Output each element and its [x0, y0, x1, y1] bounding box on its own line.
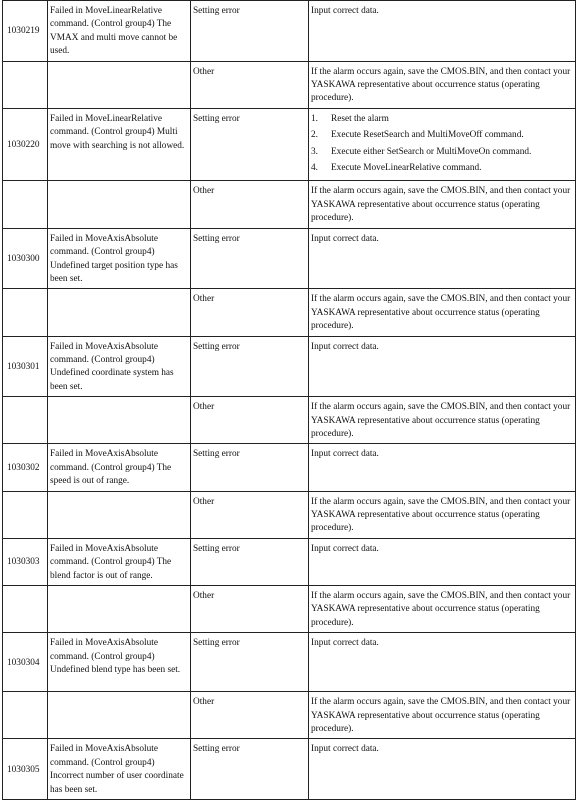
- empty-cell: [3, 181, 48, 228]
- empty-cell: [48, 692, 191, 739]
- alarm-other-row: [3, 586, 576, 633]
- alarm-other-remedy: If the alarm occurs again, save the CMOS.BIN, and then contact your YASKAWA representative about occurrence status (operating procedure).: [309, 289, 576, 336]
- alarm-code: 1030300: [3, 228, 48, 289]
- alarm-row-1030302: [3, 444, 576, 491]
- alarm-code: 1030302: [3, 444, 48, 491]
- step-number: 3.: [311, 146, 318, 157]
- empty-cell: [3, 491, 48, 538]
- alarm-cause: Setting error: [191, 739, 309, 800]
- alarm-cause: Setting error: [191, 633, 309, 692]
- alarm-code: 1030305: [3, 739, 48, 800]
- alarm-other-remedy: If the alarm occurs again, save the CMOS.BIN, and then contact your YASKAWA representative about occurrence status (operating procedure).: [309, 181, 576, 228]
- alarm-row-1030300: [3, 228, 576, 289]
- step-text: Execute MoveLinearRelative command.: [331, 163, 482, 174]
- alarm-row-1030303: [3, 538, 576, 585]
- alarm-description: Failed in MoveAxisAbsolute command. (Control group4) The blend factor is out of range.: [48, 538, 191, 585]
- alarm-description: Failed in MoveAxisAbsolute command. (Control group4) Undefined coordinate system has been set.: [48, 336, 191, 397]
- alarm-cause: Setting error: [191, 108, 309, 181]
- alarm-other-row: [3, 289, 576, 336]
- alarm-description: Failed in MoveAxisAbsolute command. (Control group4) Undefined blend type has been set.: [48, 633, 191, 692]
- empty-cell: [48, 397, 191, 444]
- alarm-other-remedy: If the alarm occurs again, save the CMOS.BIN, and then contact your YASKAWA representative about occurrence status (operating procedure).: [309, 491, 576, 538]
- empty-cell: [48, 586, 191, 633]
- alarm-code: 1030219: [3, 1, 48, 62]
- empty-cell: [3, 61, 48, 108]
- empty-cell: [48, 181, 191, 228]
- alarm-other-cause: Other: [191, 692, 309, 739]
- alarm-other-cause: Other: [191, 289, 309, 336]
- alarm-other-row: [3, 692, 576, 739]
- alarm-code: 1030303: [3, 538, 48, 585]
- alarm-description: Failed in MoveAxisAbsolute command. (Control group4) Incorrect number of user coordinate has been set.: [48, 739, 191, 800]
- alarm-row-1030304: [3, 633, 576, 692]
- empty-cell: [48, 491, 191, 538]
- alarm-description: Failed in MoveAxisAbsolute command. (Control group4) The speed is out of range.: [48, 444, 191, 491]
- alarm-remedy: Input correct data.: [309, 1, 576, 62]
- alarm-other-cause: Other: [191, 181, 309, 228]
- alarm-other-cause: Other: [191, 491, 309, 538]
- alarm-remedy-steps: [309, 108, 576, 181]
- alarm-remedy: Input correct data.: [309, 739, 576, 800]
- alarm-cause: Setting error: [191, 444, 309, 491]
- step-text: Reset the alarm: [331, 113, 389, 124]
- alarm-cause: Setting error: [191, 228, 309, 289]
- remedy-steps-list: [311, 113, 572, 176]
- alarm-remedy: Input correct data.: [309, 538, 576, 585]
- alarm-other-cause: Other: [191, 397, 309, 444]
- alarm-row-1030220: [3, 108, 576, 181]
- alarm-other-row: [3, 397, 576, 444]
- alarm-remedy: Input correct data.: [309, 336, 576, 397]
- remedy-step: [311, 146, 572, 159]
- alarm-code: 1030220: [3, 108, 48, 181]
- remedy-step: [311, 129, 572, 142]
- empty-cell: [48, 289, 191, 336]
- alarm-cause: Setting error: [191, 336, 309, 397]
- alarm-other-row: [3, 61, 576, 108]
- alarm-other-row: [3, 491, 576, 538]
- alarm-description: Failed in MoveLinearRelative command. (Control group4) The VMAX and multi move cannot be used.: [48, 1, 191, 62]
- alarm-cause: Setting error: [191, 1, 309, 62]
- alarm-row-1030219: [3, 1, 576, 62]
- step-text: Execute ResetSearch and MultiMoveOff command.: [331, 130, 524, 141]
- alarm-description: Failed in MoveLinearRelative command. (Control group4) Multi move with searching is not allowed.: [48, 108, 191, 181]
- alarm-code: 1030304: [3, 633, 48, 692]
- alarm-other-cause: Other: [191, 586, 309, 633]
- step-text: Execute either SetSearch or MultiMoveOn command.: [331, 146, 532, 157]
- alarm-remedy: Input correct data.: [309, 228, 576, 289]
- alarm-other-remedy: If the alarm occurs again, save the CMOS.BIN, and then contact your YASKAWA representative about occurrence status (operating procedure).: [309, 586, 576, 633]
- alarm-other-remedy: If the alarm occurs again, save the CMOS.BIN, and then contact your YASKAWA representative about occurrence status (operating procedure).: [309, 397, 576, 444]
- alarm-row-1030305: [3, 739, 576, 800]
- alarm-other-row: [3, 181, 576, 228]
- empty-cell: [48, 61, 191, 108]
- alarm-other-remedy: If the alarm occurs again, save the CMOS.BIN, and then contact your YASKAWA representative about occurrence status (operating procedure).: [309, 61, 576, 108]
- alarm-description: Failed in MoveAxisAbsolute command. (Control group4) Undefined target position type has been set.: [48, 228, 191, 289]
- alarm-remedy: Input correct data.: [309, 444, 576, 491]
- empty-cell: [3, 586, 48, 633]
- step-number: 4.: [311, 163, 318, 174]
- alarm-other-remedy: If the alarm occurs again, save the CMOS.BIN, and then contact your YASKAWA representative about occurrence status (operating procedure).: [309, 692, 576, 739]
- alarm-remedy: Input correct data.: [309, 633, 576, 692]
- alarm-cause: Setting error: [191, 538, 309, 585]
- step-number: 2.: [311, 130, 318, 141]
- empty-cell: [3, 692, 48, 739]
- step-number: 1.: [311, 113, 318, 124]
- alarm-code: 1030301: [3, 336, 48, 397]
- remedy-step: [311, 162, 572, 175]
- remedy-step: [311, 113, 572, 126]
- alarm-other-cause: Other: [191, 61, 309, 108]
- alarm-table: [2, 0, 576, 800]
- alarm-row-1030301: [3, 336, 576, 397]
- empty-cell: [3, 289, 48, 336]
- empty-cell: [3, 397, 48, 444]
